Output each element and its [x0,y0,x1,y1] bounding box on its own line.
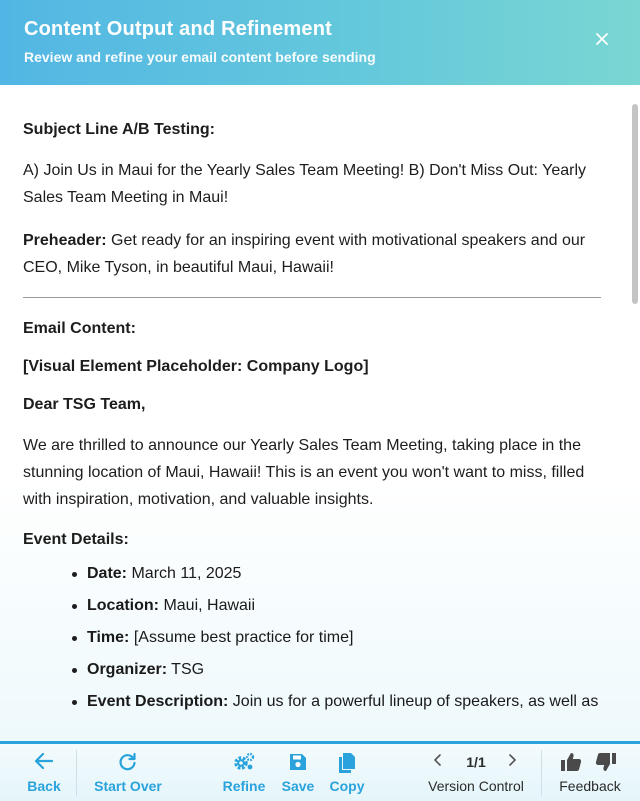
feedback-label: Feedback [559,778,621,794]
content-scrollbar[interactable] [632,104,638,304]
back-button[interactable] [14,744,74,801]
thumbs-up-icon[interactable] [560,752,582,772]
event-details-list [87,563,600,713]
list-item: Event Description: Join us for a powerful lineup of speakers, as well as [87,691,600,713]
list-item: Date: March 11, 2025 [87,563,600,585]
version-count: 1/1 [466,754,486,770]
preheader-text: Get ready for an inspiring event with motivational speakers and our CEO, Mike Tyson, in beautiful Maui, Hawaii! [23,232,586,276]
preheader [23,227,600,281]
subject-lines: A) Join Us in Maui for the Yearly Sales Team Meeting! B) Don't Miss Out: Yearly Sales Team Meeting in Maui! [23,162,587,206]
modal-title: Content Output and Refinement [24,18,332,40]
copy-button[interactable] [324,744,370,801]
start-over-button[interactable] [86,744,170,801]
refresh-icon [118,752,138,772]
subject-heading: Subject Line A/B Testing: [23,121,216,138]
preheader-label: Preheader: [23,232,107,249]
back-label: Back [27,778,61,794]
list-item: Time: [Assume best practice for time] [87,627,600,649]
event-details-heading: Event Details: [23,531,129,548]
greeting: Dear TSG Team, [23,396,146,413]
start-over-label: Start Over [94,778,162,794]
toolbar-divider [541,750,542,796]
save-button[interactable] [276,744,320,801]
floppy-disk-icon [288,752,308,772]
visual-placeholder: [Visual Element Placeholder: Company Logo] [23,358,369,375]
modal-subtitle: Review and refine your email content before sending [24,49,376,65]
refine-button[interactable] [218,744,270,801]
intro-paragraph: We are thrilled to announce our Yearly Sales Team Meeting, taking place in the stunning location of Maui, Hawaii! This is an event you won't want to miss, filled with inspiration, motivation, and valuable insights. [23,437,585,508]
modal-header [0,0,640,85]
email-content-panel [0,85,640,741]
arrow-left-icon [34,752,54,770]
close-icon[interactable] [594,31,610,47]
save-label: Save [281,778,315,794]
list-item: Organizer: TSG [87,659,600,681]
gears-icon [233,752,255,772]
bottom-toolbar [0,741,640,801]
toolbar-divider [76,750,77,796]
feedback [548,744,632,801]
divider [23,297,601,298]
list-item: Location: Maui, Hawaii [87,595,600,617]
version-control [420,744,532,801]
chevron-right-icon[interactable] [507,753,517,767]
copy-label: Copy [329,778,365,794]
refine-label: Refine [222,778,266,794]
email-content-heading: Email Content: [23,320,136,337]
copy-icon [337,752,357,774]
thumbs-down-icon[interactable] [595,752,617,772]
version-control-label: Version Control [428,778,524,794]
